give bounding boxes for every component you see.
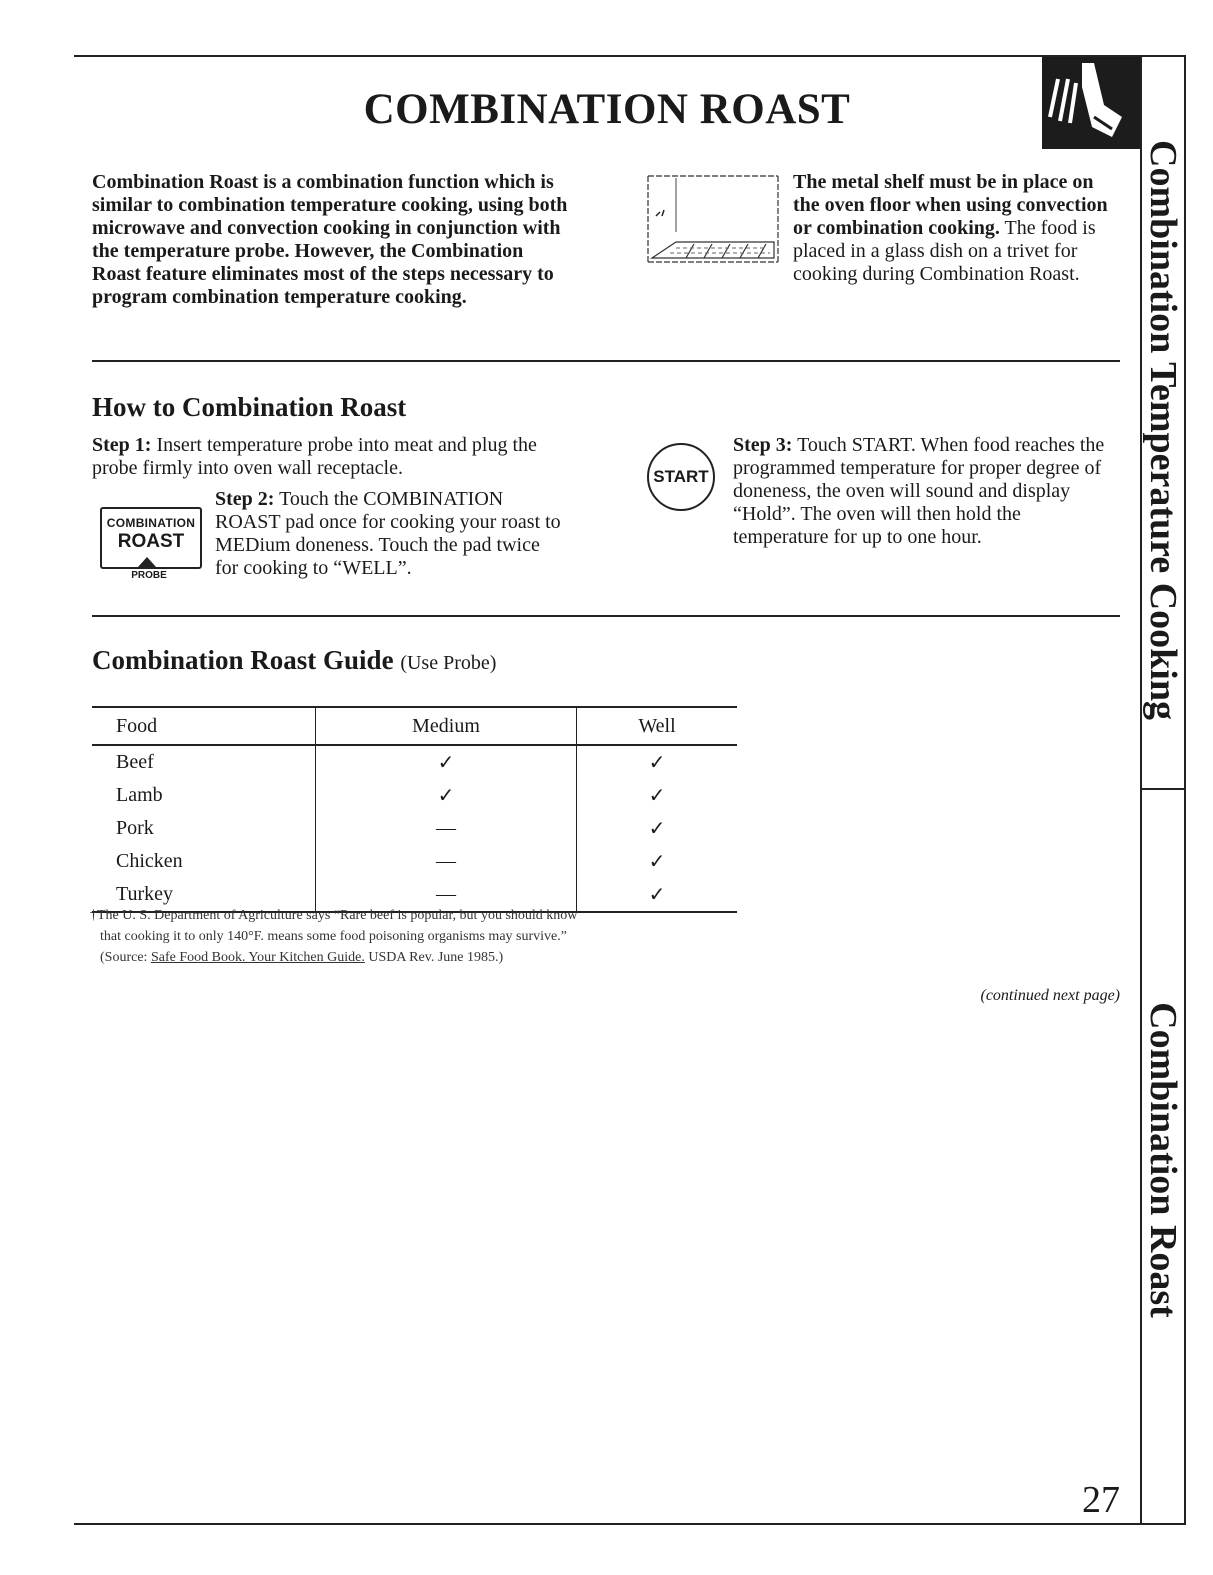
step-2-text: Touch the COMBINATION ROAST pad once for cooking your roast to MEDium doneness. Touch the pad twice for cooking to “WELL”.: [215, 488, 561, 579]
column-header-medium: Medium: [316, 707, 577, 745]
well-cell: ✓: [648, 851, 666, 873]
step-1-text: Insert temperature probe into meat and plug the probe firmly into oven wall receptacle.: [92, 434, 537, 479]
usda-footnote: [90, 905, 740, 968]
intro-paragraph: Combination Roast is a combination function which is similar to combination temperature cooking, using both microwave and convection cooking in conjunction with the temperature probe. However, the Combination Roast feature eliminates most of the steps necessary to program combination temperature cooking.: [92, 171, 568, 308]
food-cell: Turkey: [92, 878, 316, 912]
step-3-label: Step 3:: [733, 434, 793, 456]
table-row: [92, 845, 737, 878]
step-1: [92, 434, 567, 480]
sidebar-divider: [1140, 788, 1186, 790]
page-number: 27: [1082, 1479, 1120, 1521]
column-header-well: Well: [577, 707, 738, 745]
table-header-row: [92, 707, 737, 745]
step-1-label: Step 1:: [92, 434, 152, 456]
well-cell: ✓: [648, 752, 666, 774]
guide-heading-note: (Use Probe): [400, 652, 497, 674]
food-cell: Lamb: [92, 779, 316, 812]
footnote-line-1: †The U. S. Department of Agriculture says “Rare beef is popular, but you should know: [90, 908, 578, 923]
food-cell: Pork: [92, 812, 316, 845]
top-rule: [74, 55, 1186, 57]
food-cell: Beef: [92, 745, 316, 779]
column-header-food: Food: [92, 707, 316, 745]
step-3: [733, 434, 1118, 549]
guide-heading: [92, 645, 496, 676]
medium-cell: —: [316, 845, 577, 878]
pad-line-2: ROAST: [117, 531, 185, 552]
medium-cell: ✓: [316, 779, 577, 812]
guide-heading-title: Combination Roast Guide: [92, 645, 394, 675]
sidebar-section-label: [1142, 140, 1184, 720]
table-row: [92, 745, 737, 779]
roast-guide-table: [92, 706, 737, 913]
well-cell: ✓: [577, 878, 738, 912]
footnote-source: [90, 947, 740, 968]
probe-arrow-icon: [138, 557, 156, 567]
probe-label: PROBE: [131, 570, 167, 581]
food-cell: Chicken: [92, 845, 316, 878]
footnote-source-title: Safe Food Book. Your Kitchen Guide.: [150, 950, 365, 965]
oven-shelf-illustration: [646, 172, 780, 268]
well-cell: ✓: [648, 785, 666, 807]
footnote-source-pre: (Source:: [100, 950, 151, 965]
section-divider: [92, 615, 1120, 617]
footnote-source-post: USDA Rev. June 1985.): [364, 950, 504, 965]
shelf-note-bold: The metal shelf must be in place on the oven floor when using convection or combination cooking.: [793, 171, 1108, 239]
medium-cell: —: [316, 878, 577, 912]
sidebar-topic-text: Combination Roast: [1142, 1002, 1184, 1318]
step-3-text: Touch START. When food reaches the programmed temperature for proper degree of doneness, the oven will sound and display “Hold”. The oven will then hold the temperature for up to one hour.: [733, 434, 1105, 548]
step-2: [215, 488, 565, 580]
table-row: [92, 779, 737, 812]
shelf-note-text: The food is placed in a glass dish on a trivet for cooking during Combination Roast.: [793, 217, 1096, 285]
bottom-rule: [74, 1523, 1186, 1525]
pad-line-1: COMBINATION: [106, 516, 196, 530]
sidebar-section-text: Combination Temperature Cooking: [1142, 140, 1184, 720]
start-button-icon: START: [647, 443, 715, 511]
shelf-note: [793, 171, 1123, 286]
step-2-label: Step 2:: [215, 488, 275, 510]
section-divider: [92, 360, 1120, 362]
footnote-line-2: that cooking it to only 140°F. means some food poisoning organisms may survive.”: [100, 929, 567, 944]
medium-cell: ✓: [316, 745, 577, 779]
page-title: COMBINATION ROAST: [363, 86, 851, 133]
continued-note: (continued next page): [980, 987, 1120, 1004]
how-to-heading: How to Combination Roast: [92, 392, 407, 422]
sidebar-topic-label: [1142, 1002, 1184, 1318]
medium-cell: —: [316, 812, 577, 845]
well-cell: ✓: [648, 818, 666, 840]
table-row: [92, 812, 737, 845]
